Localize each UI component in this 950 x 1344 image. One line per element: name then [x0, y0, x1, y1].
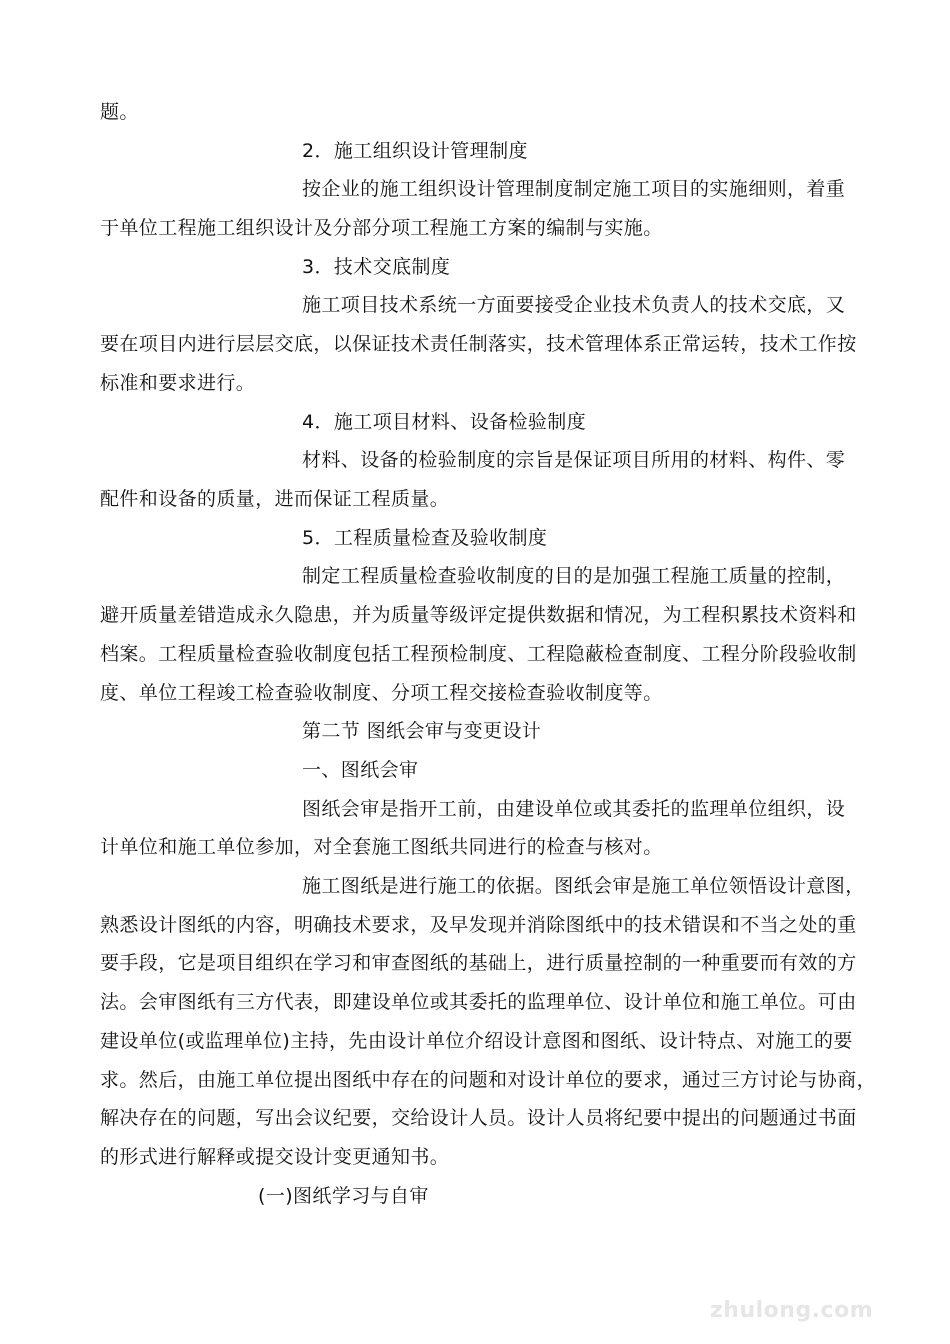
- subsection-heading: 一、图纸会审: [302, 759, 419, 781]
- paragraph-line: 制定工程质量检查验收制度的目的是加强工程施工质量的控制，: [302, 565, 846, 587]
- paragraph-line: 要在项目内进行层层交底，以保证技术责任制落实，技术管理体系正常运转，技术工作按: [100, 333, 857, 355]
- subheading-quality-inspection: 5．工程质量检查及验收制度: [302, 527, 548, 549]
- paragraph-line: 施工图纸是进行施工的依据。图纸会审是施工单位领悟设计意图，: [302, 875, 865, 897]
- paragraph-line: 的形式进行解释或提交设计变更通知书。: [100, 1146, 450, 1168]
- watermark-logo: zhulong.com: [710, 1298, 874, 1323]
- text-line-continuation: 题。: [100, 101, 139, 123]
- paragraph-line: 材料、设备的检验制度的宗旨是保证项目所用的材料、构件、零: [302, 449, 846, 471]
- subheading-material-inspection: 4．施工项目材料、设备检验制度: [302, 411, 587, 433]
- paragraph-line: 法。会审图纸有三方代表，即建设单位或其委托的监理单位、设计单位和施工单位。可由: [100, 991, 857, 1013]
- paragraph-line: 建设单位(或监理单位)主持，先由设计单位介绍设计意图和图纸、设计特点、对施工的要: [100, 1030, 853, 1052]
- paragraph-line: 熟悉设计图纸的内容，明确技术要求，及早发现并消除图纸中的技术错误和不当之处的重: [100, 914, 857, 936]
- subheading-construction-design-management: 2．施工组织设计管理制度: [302, 140, 528, 162]
- paragraph-line: 档案。工程质量检查验收制度包括工程预检制度、工程隐蔽检查制度、工程分阶段验收制: [100, 643, 857, 665]
- section-heading: 第二节 图纸会审与变更设计: [302, 720, 542, 742]
- paragraph-line: 图纸会审是指开工前，由建设单位或其委托的监理单位组织，设: [302, 798, 846, 820]
- paragraph-line: 于单位工程施工组织设计及分部分项工程施工方案的编制与实施。: [100, 217, 663, 239]
- paragraph-line: 施工项目技术系统一方面要接受企业技术负责人的技术交底，又: [302, 294, 846, 316]
- paragraph-line: 解决存在的问题，写出会议纪要，交给设计人员。设计人员将纪要中提出的问题通过书面: [100, 1107, 857, 1129]
- paragraph-line: 按企业的施工组织设计管理制度制定施工项目的实施细则，着重: [302, 178, 846, 200]
- paragraph-line: 要手段，它是项目组织在学习和审查图纸的基础上，进行质量控制的一种重要而有效的方: [100, 952, 857, 974]
- paragraph-line: 求。然后，由施工单位提出图纸中存在的问题和对设计单位的要求，通过三方讨论与协商，: [100, 1069, 877, 1091]
- paragraph-line: 避开质量差错造成永久隐患，并为质量等级评定提供数据和情况，为工程积累技术资料和: [100, 604, 857, 626]
- subsubsection-heading: (一)图纸学习与自审: [258, 1185, 429, 1207]
- paragraph-line: 计单位和施工单位参加，对全套施工图纸共同进行的检查与核对。: [100, 836, 663, 858]
- paragraph-line: 标准和要求进行。: [100, 372, 256, 394]
- paragraph-line: 度、单位工程竣工检查验收制度、分项工程交接检查验收制度等。: [100, 682, 663, 704]
- subheading-technical-briefing: 3．技术交底制度: [302, 256, 451, 278]
- paragraph-line: 配件和设备的质量，进而保证工程质量。: [100, 488, 450, 510]
